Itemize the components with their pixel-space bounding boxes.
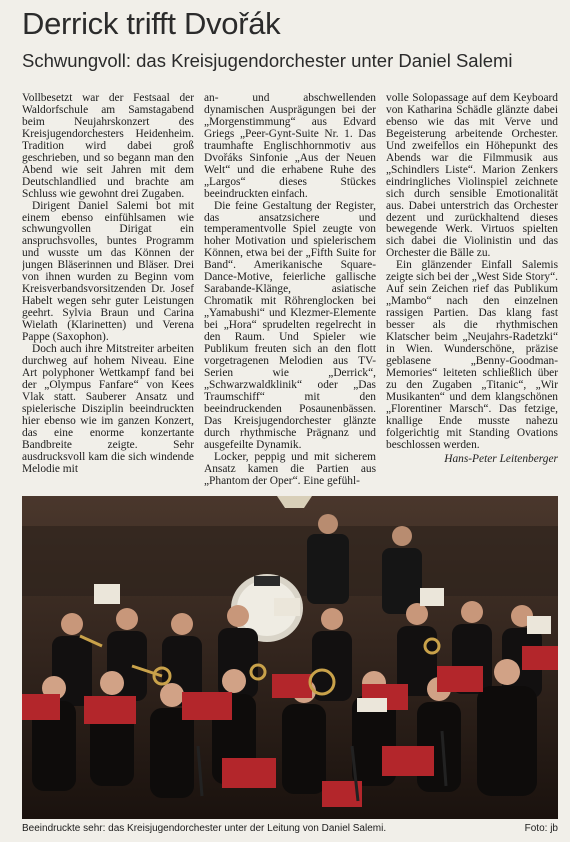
paragraph: volle Solopassage auf dem Keyboard von Katharina Schädle glänzte dabei ebenso wie das mit Verve und Begeisterung arbeitende Orchester. Und zweifellos ein Höhepunkt des Abends war die Filmmusik aus „Schindlers Liste“. Marion Zenkers eindringliches Violinspiel zeichnete sich durch sensible Emotionalität aus. Dabei unterstrich das Orchester dezent und zurückhaltend dieses bewegende Werk. Virtuos spielten sich dabei die Violinistin und das Orchester die Bälle zu. bbox=[386, 93, 558, 260]
paragraph: Ein glänzender Einfall Salemis zeigte sich bei der „West Side Story“. Auf sein Zeichen rief das Publikum „Mambo“ nach den einzelnen rassigen Partien. Das klang fast besser als die rhythmischen Klatscher beim „Neujahrs-Radetzki“ in Wien. Wunderschöne, präzise geblasene „Benny-Goodman-Memories“ leiteten schließlich über zu den Zugaben „Titanic“, „Wir Musikanten“ und dem klangschönen „Florentiner Marsch“. Das fetzige, knallige Ende musste nahezu folgerichtig mit Standing Ovations beschlossen werden. bbox=[386, 259, 558, 451]
paragraph: an- und abschwellenden dynamischen Ausprägungen bei der „Morgenstimmung“ aus Edvard Griegs „Peer-Gynt-Suite Nr. 1. Das traumhafte Englischhornmotiv aus Dvořáks Sinfonie „Aus der Neuen Welt“ und die erhabene Ruhe des „Largos“ dieses Stückes beeindruckten einfach. bbox=[204, 93, 376, 200]
paragraph: Vollbesetzt war der Festsaal der Waldorfschule am Samstagabend beim Neujahrskonzert des Kreisjugendorchesters Heidenheim. Tradition wird dabei groß geschrieben, und so begann man den Abend wie seit Jahren mit dem Deutschlandlied und brachte am Schluss wie gewohnt drei Zugaben. bbox=[22, 93, 194, 200]
paragraph: Die feine Gestaltung der Register, das ansatzsichere und temperamentvolle Spiel zeugte von hoher Motivation und spielerischem Können, etwa bei der „Fifth Suite for Band“. Amerikanische Square-Dance-Motive, feierliche gallische Sarabande-Klänge, asiatische Chromatik mit Röhrenglocken bei „Yamabushi“ und Klezmer-Elemente bei „Hora“ sprudelten regelrecht in den Raum. Und Spieler wie Publikum freuten sich an den flott vorgetragenen Melodien aus TV-Serien wie „Derrick“, „Schwarzwaldklinik“ oder „Das Traumschiff“ mit den beeindruckenden Posaunenbässen. Das Kreisjugendorchester glänzte durch rhythmische Prägnanz und ausgefeilte Dynamik. bbox=[204, 199, 376, 451]
photo-credit: Foto: jb bbox=[524, 823, 558, 834]
article-body bbox=[22, 93, 558, 489]
paragraph: Doch auch ihre Mitstreiter arbeiten durchweg auf hohem Niveau. Eine Art polyphoner Wettkampf fand bei der „Olympus Fanfare“ von Kees Vlak statt. Sauberer Ansatz und spielerische Disziplin beeindruckten hier ebenso wie im ganzen Konzert, das eine enorme konzertante Bandbreite zeigte. Sehr ausdrucksvoll kam die sich windende Melodie mit bbox=[22, 343, 194, 475]
article-column-3 bbox=[386, 93, 558, 489]
headline: Derrick trifft Dvořák bbox=[22, 6, 281, 41]
article-column-2 bbox=[204, 93, 376, 489]
orchestra-photo bbox=[22, 496, 558, 819]
photo-caption bbox=[22, 823, 558, 834]
author-byline: Hans-Peter Leitenberger bbox=[444, 452, 558, 465]
paragraph: Dirigent Daniel Salemi bot mit einem ebenso einfühlsamen wie schwungvollen Dirigat ein anspruchsvolles, buntes Programm und wusste um das Können der jungen Bläserinnen und Bläser. Drei von ihnen wurden zu Beginn vom Kreisverbandsvorsitzenden Dr. Josef Habelt wegen sehr guter Leistungen geehrt. Sylvia Braun und Carina Wielath (Klarinetten) und Verena Pappe (Saxophon). bbox=[22, 199, 194, 344]
orchestra-photo-image bbox=[22, 496, 558, 819]
subheadline: Schwungvoll: das Kreisjugendorchester unter Daniel Salemi bbox=[22, 50, 513, 71]
paragraph: Locker, peppig und mit sicherem Ansatz kamen die Partien aus „Phantom der Oper“. Eine gefühl- bbox=[204, 450, 376, 487]
article-column-1 bbox=[22, 93, 194, 489]
caption-text: Beeindruckte sehr: das Kreisjugendorchester unter der Leitung von Daniel Salemi. bbox=[22, 823, 387, 834]
